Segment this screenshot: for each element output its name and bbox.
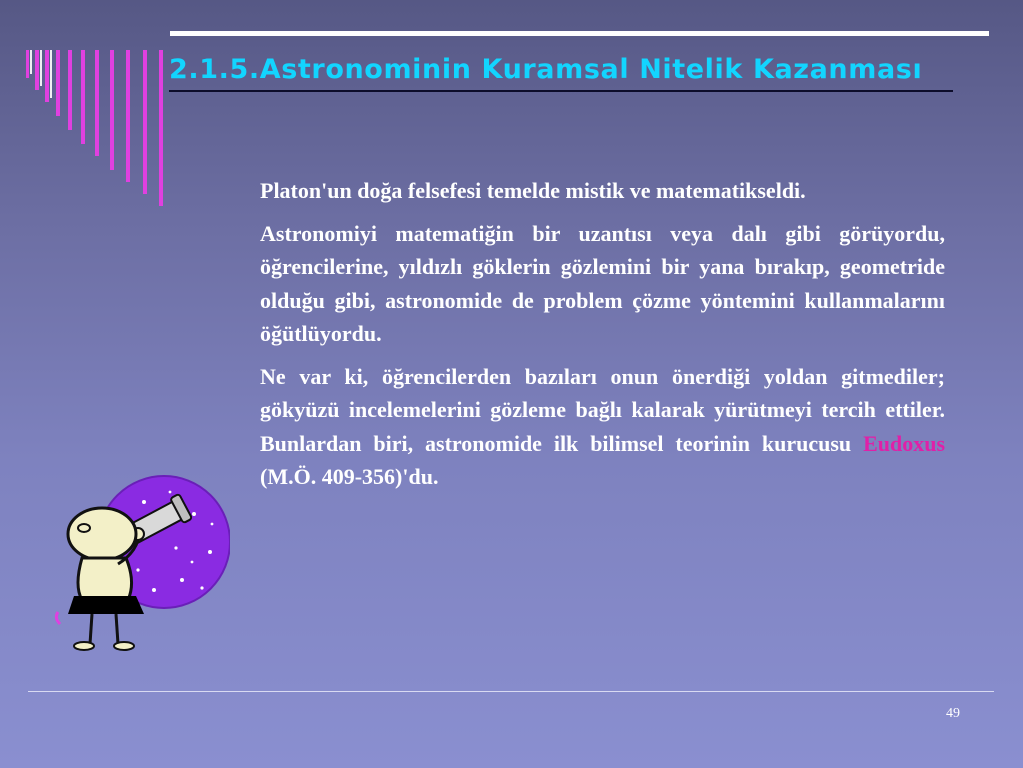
- slide-body: [260, 174, 945, 503]
- bottom-divider-line: [28, 691, 994, 692]
- page-number: 49: [946, 706, 960, 721]
- slide-title: 2.1.5.Astronominin Kuramsal Nitelik Kazanması: [169, 54, 923, 85]
- paragraph-students-end: (M.Ö. 409-356)'du.: [260, 464, 439, 489]
- paragraph-platon: Platon'un doğa felsefesi temelde mistik ve matematikseldi.: [260, 178, 806, 203]
- eudoxus-highlight: Eudoxus: [863, 430, 946, 456]
- paragraph-students-text: Ne var ki, öğrencilerden bazıları onun önerdiği yoldan gitmediler; gökyüzü incelemelerini gözleme bağlı kalarak yürütmeyi tercih ettiler. Bunlardan biri, astronomide ilk bilimsel teorinin kurucusu: [260, 363, 945, 456]
- paragraph-students: [260, 360, 945, 494]
- vertical-stripes-decoration: [26, 50, 166, 210]
- paragraph-astronomy: Astronomiyi matematiğin bir uzantısı veya dalı gibi görüyordu, öğrencilerine, yıldızlı göklerin gözlemini bir yana bırakıp, geometride olduğu gibi, astronomide de problem çözme yöntemini kullanmalarını öğütlüyordu.: [260, 220, 945, 346]
- astronomer-telescope-icon: [52, 462, 230, 654]
- title-underline: [169, 90, 953, 92]
- top-divider-line: [170, 31, 989, 36]
